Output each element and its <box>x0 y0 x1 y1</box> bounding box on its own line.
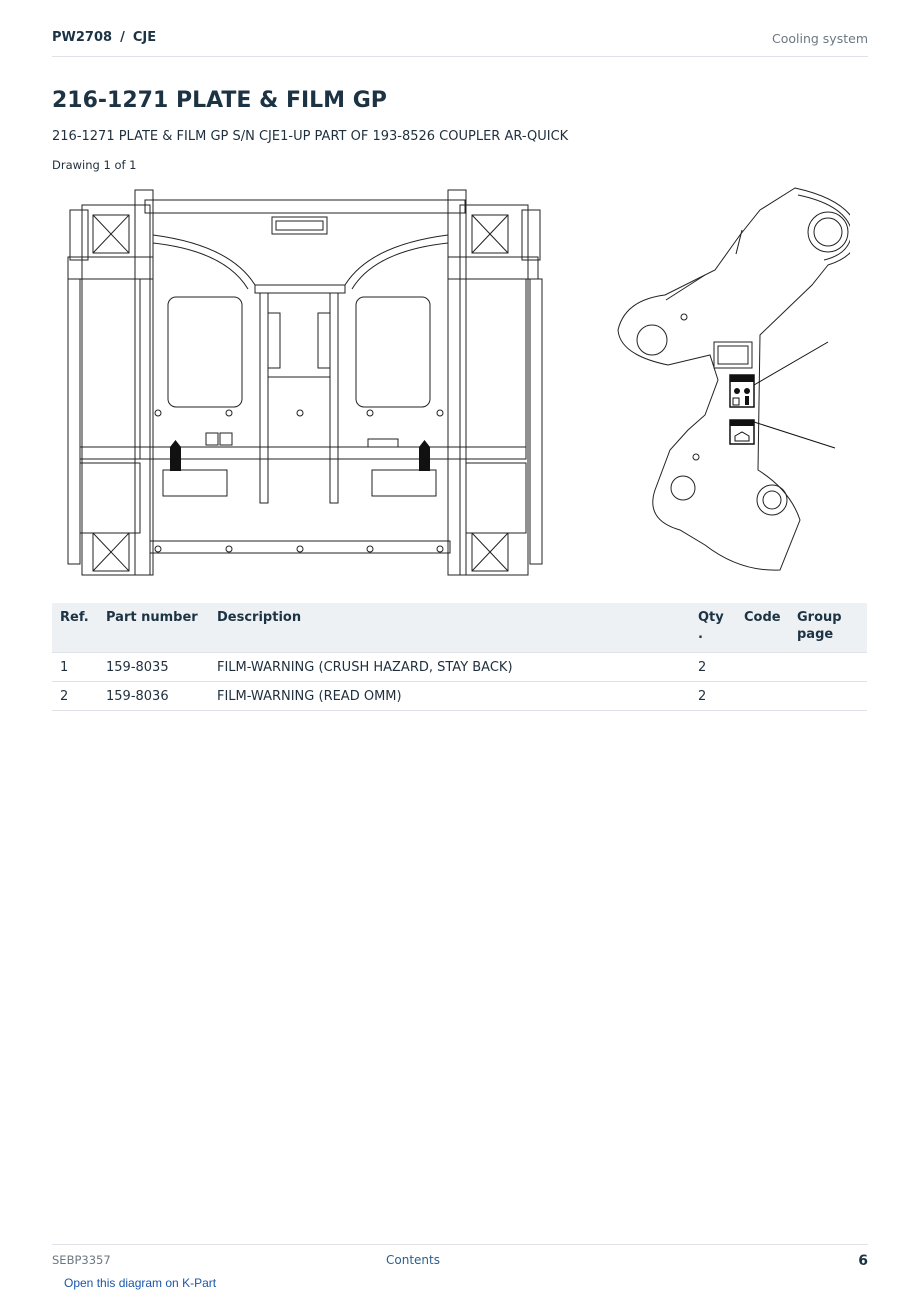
contents-link[interactable]: Contents <box>386 1253 440 1267</box>
breadcrumb-separator: / <box>120 30 125 45</box>
model-label: PW2708 <box>52 30 113 45</box>
cell-description: FILM-WARNING (CRUSH HAZARD, STAY BACK) <box>209 653 690 682</box>
qty-header-line1: Qty <box>698 610 724 625</box>
page-number: 6 <box>858 1253 868 1269</box>
section-name: Cooling system <box>772 31 868 46</box>
page-title: 216-1271 PLATE & FILM GP <box>52 88 387 113</box>
page-subtitle: 216-1271 PLATE & FILM GP S/N CJE1-UP PART OF 193-8526 COUPLER AR-QUICK <box>52 129 569 144</box>
col-header-part-number: Part number <box>98 603 209 653</box>
col-header-group-page <box>789 603 867 653</box>
drawing-label: Drawing 1 of 1 <box>52 158 137 172</box>
col-header-qty <box>690 603 736 653</box>
cell-code <box>736 653 789 682</box>
warning-decal-1 <box>730 375 754 407</box>
table-row <box>52 682 867 711</box>
cell-ref: 1 <box>52 653 98 682</box>
breadcrumb <box>52 30 156 45</box>
cell-group-page <box>789 682 867 711</box>
qty-header-line2: . <box>698 627 703 642</box>
page-footer <box>52 1244 868 1275</box>
coupler-side-view-drawing <box>610 180 850 580</box>
cell-qty: 2 <box>690 653 736 682</box>
cell-qty: 2 <box>690 682 736 711</box>
group-page-header-line1: Group <box>797 610 842 625</box>
cell-group-page <box>789 653 867 682</box>
document-id: SEBP3357 <box>52 1253 111 1267</box>
page-header <box>52 28 868 57</box>
cell-part-number: 159-8035 <box>98 653 209 682</box>
cell-part-number: 159-8036 <box>98 682 209 711</box>
open-in-kpart-link[interactable]: Open this diagram on K-Part <box>64 1276 217 1290</box>
col-header-description: Description <box>209 603 690 653</box>
col-header-code: Code <box>736 603 789 653</box>
group-page-header-line2: page <box>797 627 834 642</box>
cell-description: FILM-WARNING (READ OMM) <box>209 682 690 711</box>
table-header-row <box>52 603 867 653</box>
serial-prefix-label: CJE <box>132 30 157 45</box>
cell-code <box>736 682 789 711</box>
parts-table <box>52 603 867 711</box>
col-header-ref: Ref. <box>52 603 98 653</box>
cell-ref: 2 <box>52 682 98 711</box>
warning-decal-2 <box>730 420 754 444</box>
table-row <box>52 653 867 682</box>
coupler-front-view-drawing <box>60 185 550 580</box>
